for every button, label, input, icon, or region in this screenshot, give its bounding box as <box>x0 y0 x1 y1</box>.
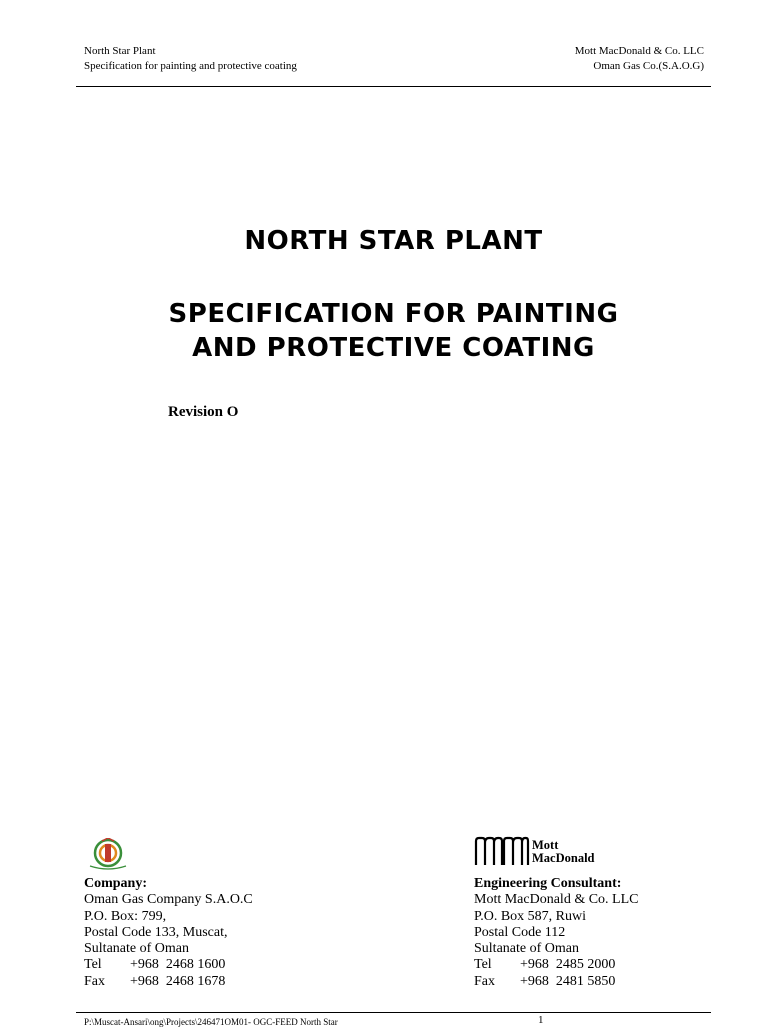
footer-page-number: 1 <box>538 1014 544 1026</box>
subtitle-line-1: SPECIFICATION FOR PAINTING <box>168 299 619 329</box>
consultant-heading: Engineering Consultant: <box>474 876 622 891</box>
consultant-tel-value: +968 2485 2000 <box>520 957 616 973</box>
mott-macdonald-logo-icon <box>474 836 530 866</box>
header-plant-name: North Star Plant <box>84 45 156 57</box>
company-tel-label: Tel <box>84 957 102 973</box>
header-left <box>84 44 297 73</box>
company-po-box: P.O. Box: 799, <box>84 908 167 924</box>
mott-macdonald-wordmark <box>532 839 595 865</box>
document-title: NORTH STAR PLANT <box>244 226 543 256</box>
consultant-country: Sultanate of Oman <box>474 941 579 957</box>
company-name: Oman Gas Company S.A.O.C <box>84 892 253 908</box>
consultant-tel-label: Tel <box>474 957 492 973</box>
consultant-address-block <box>474 876 639 990</box>
ogc-logo-icon <box>84 838 132 870</box>
company-address-block <box>84 876 253 990</box>
footer-divider <box>76 1012 711 1013</box>
company-country: Sultanate of Oman <box>84 941 189 957</box>
company-fax-label: Fax <box>84 973 105 989</box>
header-right <box>575 44 704 73</box>
company-tel-value: +968 2468 1600 <box>130 957 226 973</box>
consultant-fax-value: +968 2481 5850 <box>520 973 616 989</box>
company-fax-row <box>84 974 253 990</box>
revision-label: Revision O <box>168 404 239 420</box>
company-postal-code: Postal Code 133, Muscat, <box>84 924 228 940</box>
company-tel-row <box>84 957 253 973</box>
consultant-name: Mott MacDonald & Co. LLC <box>474 892 639 908</box>
consultant-postal-code: Postal Code 112 <box>474 924 566 940</box>
header-client: Oman Gas Co.(S.A.O.G) <box>593 59 704 72</box>
header-doc-subject: Specification for painting and protective coating <box>84 59 297 72</box>
consultant-fax-row <box>474 974 639 990</box>
consultant-po-box: P.O. Box 587, Ruwi <box>474 908 587 924</box>
header-consultant: Mott MacDonald & Co. LLC <box>574 45 704 57</box>
mott-macdonald-logo <box>474 836 595 868</box>
subtitle-line-2: AND PROTECTIVE COATING <box>192 333 595 363</box>
header-divider <box>76 86 711 87</box>
company-fax-value: +968 2468 1678 <box>130 973 226 989</box>
wordmark-line-1: Mott <box>532 838 559 852</box>
company-heading: Company: <box>84 876 148 891</box>
footer-file-path: P:\Muscat-Ansari\ong\Projects\246471OM01- OGC-FEED North Star <box>84 1017 338 1027</box>
wordmark-line-2: MacDonald <box>532 851 595 865</box>
consultant-fax-label: Fax <box>474 973 495 989</box>
consultant-tel-row <box>474 957 639 973</box>
document-subtitle <box>76 297 711 365</box>
